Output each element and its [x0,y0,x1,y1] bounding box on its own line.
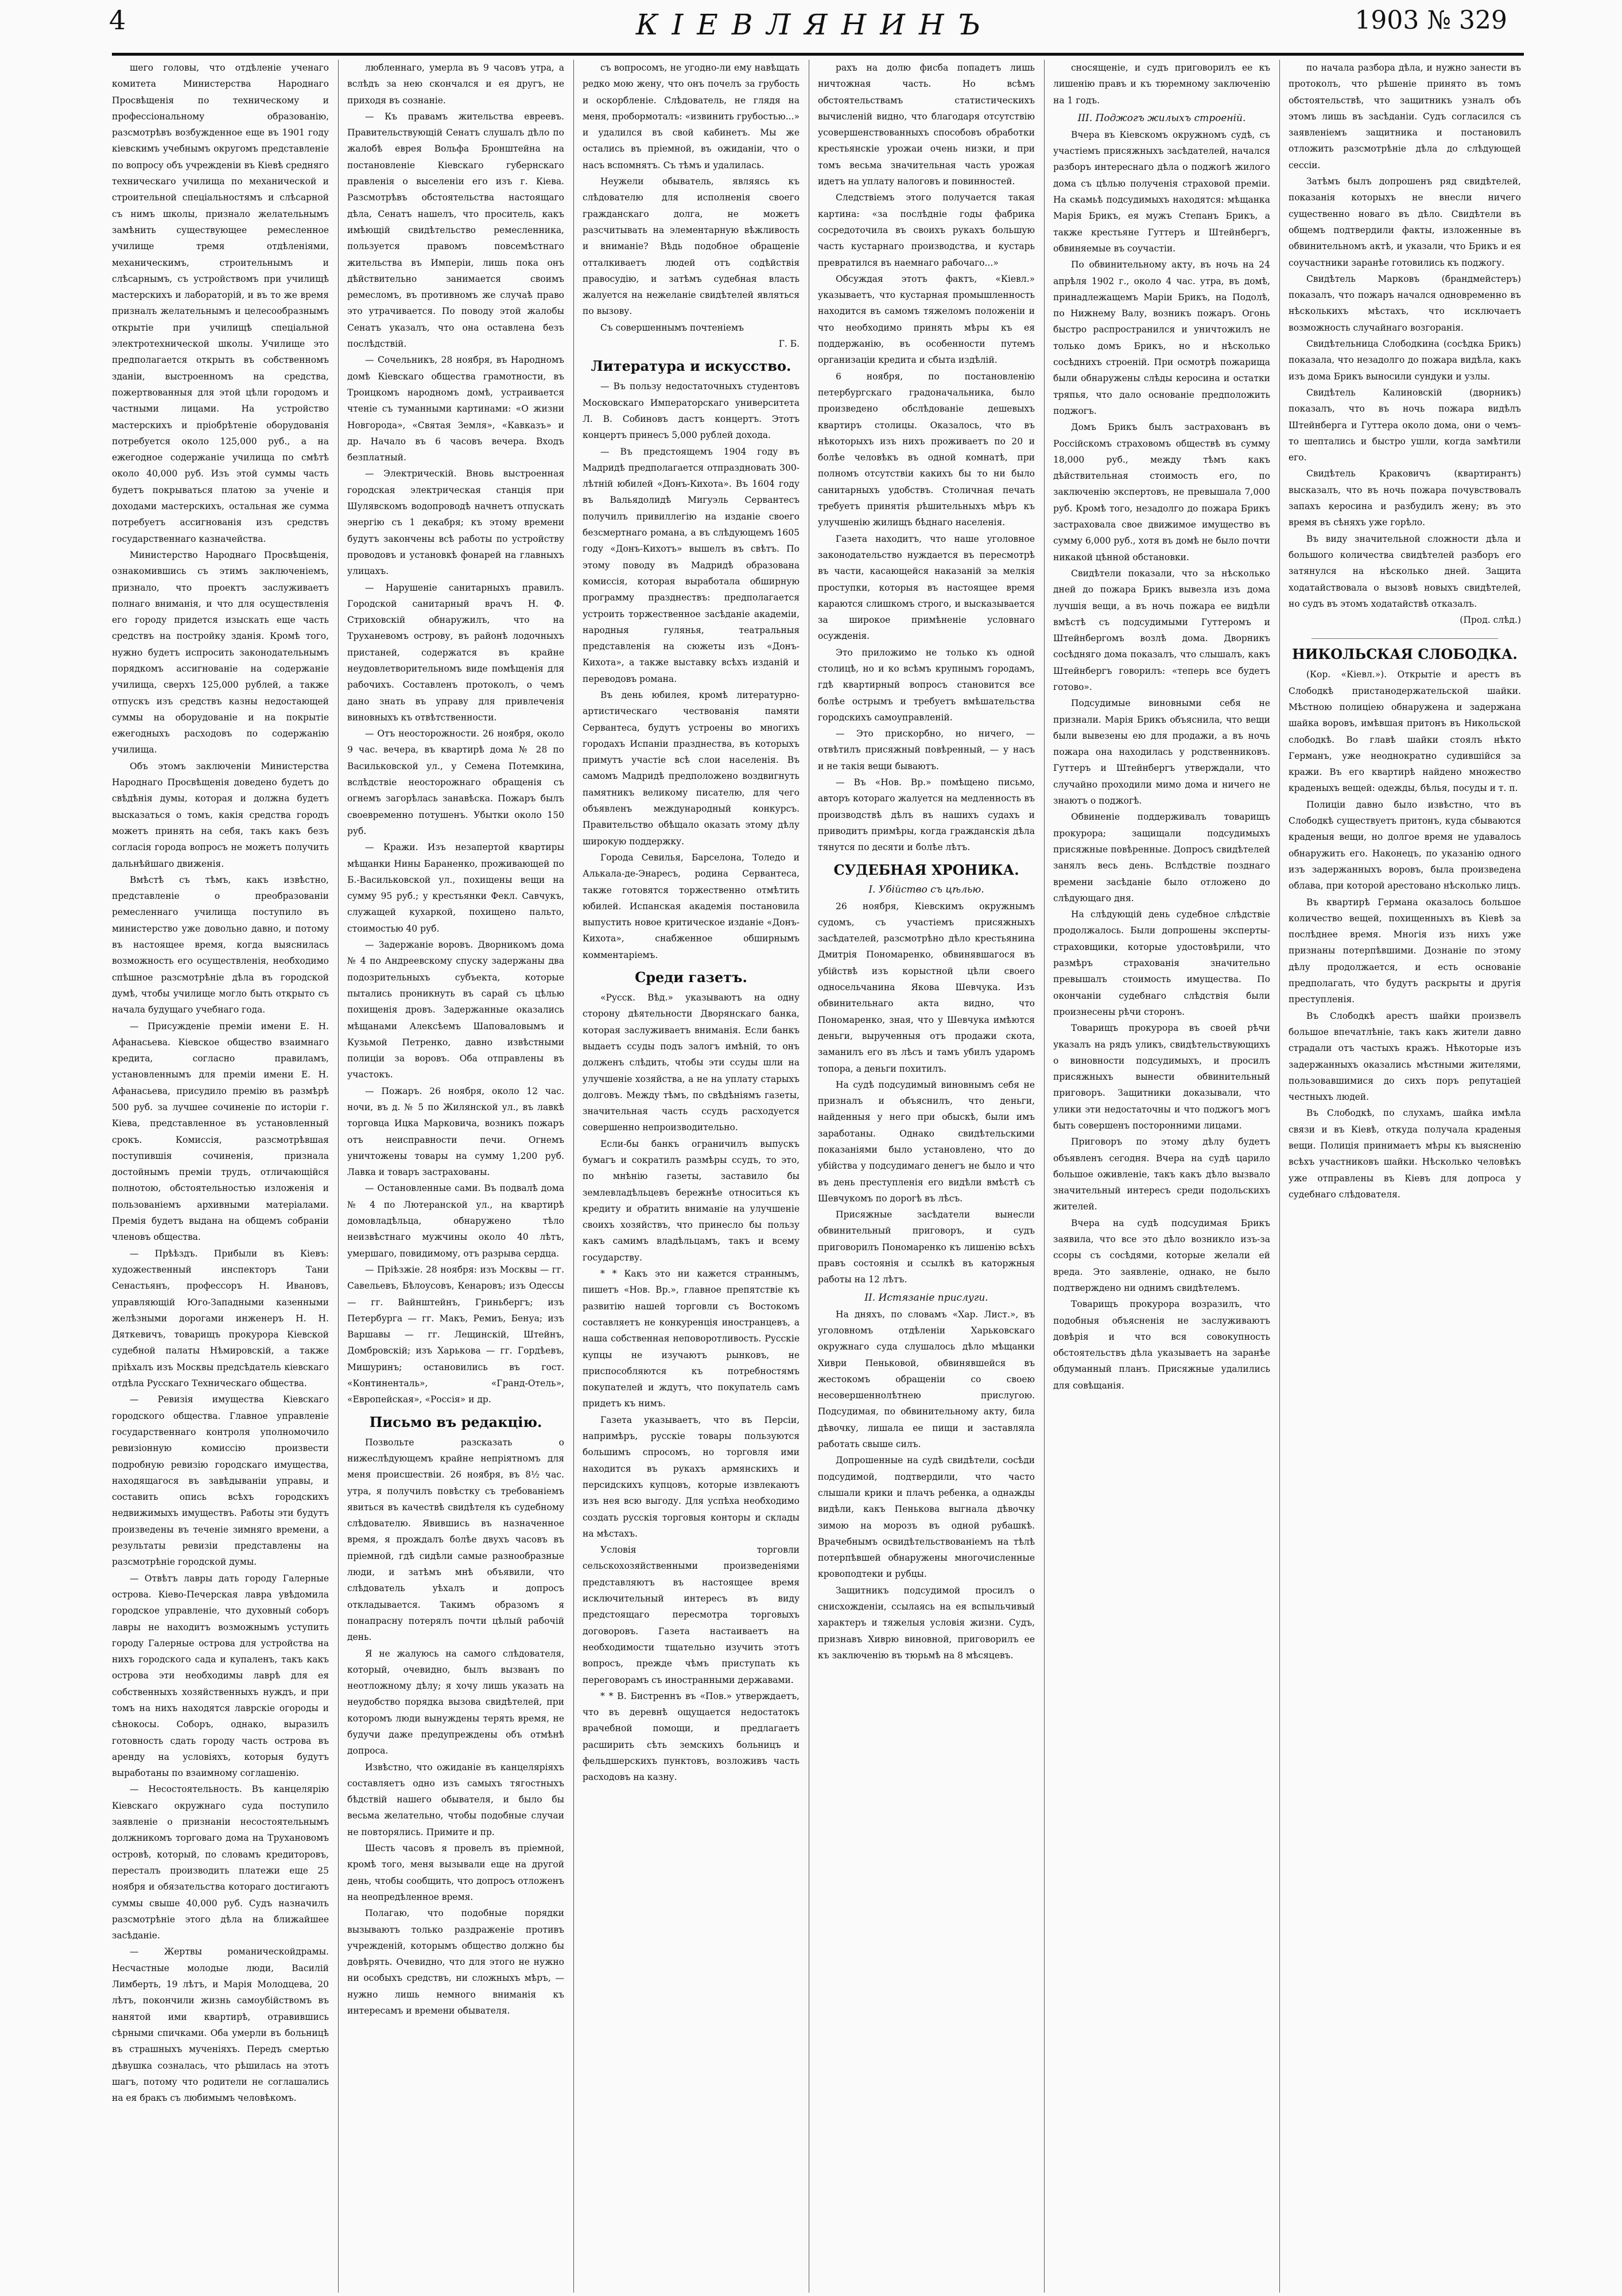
article-paragraph: Следствіемъ этого получается такая картина: «за послѣдніе годы фабрика сосредоточила въ своихъ рукахъ большую часть кустарнаго производства, и кустарь превратился въ наемнаго рабочаго...» [818,192,1035,268]
column-2 [347,60,564,2293]
article-paragraph: На судѣ подсудимый виновнымъ себя не призналъ и объяснилъ, что деньги, найденныя у него при обыскѣ, были имъ заработаны. Однако свидѣтельскими показаніями было установлено, что до убійства у подсудимаго денегъ не было и что въ день преступленія его видѣли вмѣстѣ съ Шевчукомъ по дорогѣ въ лѣсъ. [818,1079,1035,1204]
article-paragraph: Свидѣтельница Слободкина (сосѣдка Брикъ) показала, что незадолго до пожара видѣла, какъ изъ дома Брикъ выносили сундуки и узлы. [1289,339,1521,382]
article-paragraph: Приговоръ по этому дѣлу будетъ объявленъ сегодня. Вчера на судѣ царило большое оживленіе, такъ какъ дѣло вызвало значительный интересъ среди подольскихъ жителей. [1053,1137,1270,1212]
article-paragraph: Газета указываетъ, что въ Персіи, напримѣръ, русскіе товары пользуются большимъ спросомъ, но торговля ими находится въ рукахъ армянскихъ и персидскихъ купцовъ, которые извлекаютъ изъ нея всю выгоду. Для успѣха необходимо создать русскія торговыя конторы и склады на мѣстахъ. [583,1414,800,1539]
signature: Г. Б. [778,339,800,350]
subsection-heading: I. Убійство съ цѣлью. [868,883,984,895]
article-paragraph: — Нарушеніе санитарныхъ правилъ. Городской санитарный врачъ Н. Ф. Стриховскій обнаружилъ, что на Труханевомъ острову, въ районѣ лодочныхъ пристаней, содержатся въ крайне неудовлетворительномъ виде помѣщенія для рабочихъ. Составленъ протоколъ, о чемъ дано знать въ управу для привлеченія виновныхъ къ отвѣтственности. [347,582,564,723]
article-paragraph: — Въ «Нов. Вр.» помѣщено письмо, авторъ котораго жалуется на медленность въ производствѣ дѣлъ въ нашихъ судахъ и приводитъ примѣры, когда гражданскія дѣла тянутся по десяти и болѣе лѣтъ. [818,777,1035,853]
article-paragraph: — Пожаръ. 26 ноября, около 12 час. ночи, въ д. № 5 по Жилянской ул., въ лавкѣ торговца Ицка Марковича, возникъ пожаръ отъ неисправности печи. Огнемъ уничтожены товары на сумму 1,200 руб. Лавка и товаръ застрахованы. [347,1085,564,1178]
article-paragraph: Домъ Брикъ былъ застрахованъ въ Россійскомъ страховомъ обществѣ въ сумму 18,000 руб., между тѣмъ какъ дѣйствительная стоимость его, по заключенію экспертовъ, не превышала 7,000 руб. Кромѣ того, незадолго до пожара Брикъ застраховала свое движимое имущество въ сумму 6,000 руб., хотя въ домѣ не было почти никакой цѣнной обстановки. [1053,422,1270,563]
article-paragraph: Свидѣтели показали, что за нѣсколько дней до пожара Брикъ вывезла изъ дома лучшія вещи, а въ ночь пожара ее видѣли вмѣстѣ съ подсудимыми Гуттеромъ и Штейнбергомъ возлѣ дома. Дворникъ сосѣдняго дома показалъ, что слышалъ, какъ Штейнбергъ говорилъ: «теперь все будетъ готово». [1053,568,1270,692]
article-paragraph: Свидѣтель Калиновскій (дворникъ) показалъ, что въ ночь пожара видѣлъ Штейнберга и Гуттера около дома, они о чемъ-то шептались и быстро ушли, когда замѣтили его. [1289,387,1521,463]
article-paragraph: Съ совершеннымъ почтеніемъ [600,322,744,333]
article-paragraph: Допрошенные на судѣ свидѣтели, сосѣди подсудимой, подтвердили, что часто слышали крики и плачъ ребенка, а однажды видѣли, какъ Пенькова выгнала дѣвочку зимою на морозъ въ одной рубашкѣ. Врачебнымъ освидѣтельствованіемъ на тѣлѣ потерпѣвшей обнаружены многочисленные кровоподтеки и рубцы. [818,1455,1035,1580]
newspaper-title: КІЕВЛЯНИНЪ [635,8,995,41]
article-paragraph: сносященіе, и судъ приговорилъ ее къ лишенію правъ и къ тюремному заключенію на 1 годъ. [1053,63,1270,106]
column-divider [573,60,574,2293]
article-paragraph: рахъ на долю фисба попадетъ лишь ничтожная часть. Но всѣмъ обстоятельствамъ статистическихъ вычисленій видно, что благодаря отсутствію усовершенствованныхъ способовъ обработки крестьянскіе урожаи очень низки, и при томъ весьма значительная часть урожая идетъ на уплату налоговъ и повинностей. [818,63,1035,187]
header-rule [112,53,1524,56]
article-paragraph: 6 ноября, по постановленію петербургскаго градоначальника, было произведено обслѣдованіе дешевыхъ квартиръ столицы. Оказалось, что въ нѣкоторыхъ изъ нихъ проживаетъ по 20 и болѣе человѣкъ въ одной комнатѣ, при полномъ отсутствіи какихъ бы то ни было санитарныхъ удобствъ. Столичная печать требуетъ принятія рѣшительныхъ мѣръ къ улучшенію жилищъ бѣднаго населенія. [818,371,1035,528]
article-paragraph: Свидѣтель Марковъ (брандмейстеръ) показалъ, что пожаръ начался одновременно въ нѣсколькихъ мѣстахъ, что исключаетъ возможность случайнаго возгоранія. [1289,273,1521,333]
article-paragraph: — Электрическій. Вновь выстроенная городская электрическая станція при Шулявскомъ водопроводѣ начнетъ отпускать энергію съ 1 декабря; къ этому времени будутъ закончены всѣ работы по устройству проводовъ и установкѣ фонарей на главныхъ улицахъ. [347,468,564,577]
article-paragraph: Это приложимо не только къ одной столицѣ, но и ко всѣмъ крупнымъ городамъ, гдѣ квартирный вопросъ становится все болѣе острымъ и требуетъ вмѣшательства городскихъ самоуправленій. [818,647,1035,723]
article-paragraph: съ вопросомъ, не угодно-ли ему навѣщать редко мою жену, что онъ почелъ за грубость и оскорбленіе. Слѣдователь, не глядя на меня, пробормоталъ: «извинить грубостью...» и удалился въ свой кабинетъ. Мы же остались въ пріемной, въ ожиданіи, что о насъ вспомнятъ. Съ тѣмъ и удалилась. [583,63,800,170]
column-5 [1053,60,1270,2293]
article-paragraph: Позвольте разсказать о нижеслѣдующемъ крайне непріятномъ для меня происшествіи. 26 ноября, въ 8½ час. утра, я получилъ повѣстку съ требованіемъ явиться въ качествѣ свидѣтеля къ судебному слѣдователю. Явившись въ назначенное время, я прождалъ болѣе двухъ часовъ въ пріемной, гдѣ сидѣли самые разнообразные люди, и затѣмъ мнѣ объявили, что слѣдователь уѣхалъ и допросъ откладывается. Такимъ образомъ я понапрасну потерялъ почти цѣлый рабочій день. [347,1437,564,1643]
article-paragraph: Вчера въ Кіевскомъ окружномъ судѣ, съ участіемъ присяжныхъ засѣдателей, начался разборъ интереснаго дѣла о поджогѣ жилого дома съ цѣлью полученія страховой преміи. На скамьѣ подсудимыхъ находятся: мѣщанка Марія Брикъ, ея мужъ Степанъ Брикъ, а также крестьяне Гуттеръ и Штейнбергъ, обвиняемые въ соучастіи. [1053,129,1270,254]
article-paragraph: — Пріѣзжіе. 28 ноября: изъ Москвы — гг. Савельевъ, Бѣлоусовъ, Кенаровъ; изъ Одессы — гг. Вайнштейнъ, Гриньбергъ; изъ Петербурга — гг. Макъ, Ремиъ, Бенуа; изъ Варшавы — гг. Лещинскій, Штейнъ, Домбровскій; изъ Харькова — гг. Гордѣевъ, Мишуринъ; остановились въ гост. «Континенталь», «Гранд-Отель», «Европейская», «Россія» и др. [347,1264,564,1405]
article-paragraph: * * Какъ это ни кажется страннымъ, пишетъ «Нов. Вр.», главное препятствіе къ развитію нашей торговли съ Востокомъ составляетъ не конкуренція иностранцевъ, а наша собственная неповоротливость. Русскіе купцы не изучаютъ рынковъ, не приспособляются къ потребностямъ покупателей и ждутъ, что покупатель самъ придетъ къ нимъ. [583,1269,800,1409]
article-paragraph: — Отвѣтъ лавры дать городу Галерные острова. Кіево-Печерская лавра увѣдомила городское управленіе, что духовный соборъ лавры не находитъ возможнымъ уступить городу Галерные острова для устройства на нихъ городского сада и купаленъ, такъ какъ острова эти необходимы лаврѣ для ея собственныхъ хозяйственныхъ нуждъ, и при томъ на нихъ находятся лаврскіе огороды и сѣнокосы. Соборъ, однако, выразилъ готовность сдать городу часть острова въ аренду на условіяхъ, которыя будутъ выработаны по взаимному соглашенію. [112,1573,329,1779]
page-header [0,0,1622,55]
column-6 [1289,60,1521,2293]
article-paragraph: — Присужденіе преміи имени Е. Н. Афанасьева. Кіевское общество взаимнаго кредита, согласно правиламъ, установленнымъ для преміи имени Е. Н. Афанасьева, присудило премію въ размѣрѣ 500 руб. за лучшее сочиненіе по исторіи г. Кіева, представленное въ установленный срокъ. Комиссія, разсмотрѣвшая поступившія сочиненія, признала достойнымъ преміи трудъ, отличающійся полнотою, обстоятельностью изложенія и пользованіемъ архивными матеріалами. Премія будетъ выдана на общемъ собраніи членовъ общества. [112,1021,329,1243]
article-paragraph: Министерство Народнаго Просвѣщенія, ознакомившись съ этимъ заключеніемъ, признало, что проектъ заслуживаетъ полнаго вниманія, и что для осуществленія его городу придется изыскать еще часть средствъ на постройку зданія. Кромѣ того, нужно будетъ испросить законодательнымъ порядкомъ ассигнованіе на содержаніе училища, сверхъ 125,000 рублей, а также отпускъ изъ средствъ казны недостающей суммы на оборудованіе и на покрытіе ежегодныхъ расходовъ по содержанію училища. [112,549,329,755]
article-paragraph: На дняхъ, по словамъ «Хар. Лист.», въ уголовномъ отдѣленіи Харьковскаго окружнаго суда слушалось дѣло мѣщанки Хиври Пеньковой, обвинявшейся въ жестокомъ обращеніи со своею несовершеннолѣтнею прислугою. Подсудимая, по обвинительному акту, била дѣвочку, лишала ее пищи и заставляла работать свыше силъ. [818,1309,1035,1450]
article-paragraph: Въ виду значительной сложности дѣла и большого количества свидѣтелей разборъ его затянулся на нѣсколько дней. Защита ходатайствовала о вызовѣ новыхъ свидѣтелей, но судъ въ этомъ ходатайствѣ отказалъ. [1289,533,1521,609]
article-paragraph: Я не жалуюсь на самого слѣдователя, который, очевидно, былъ вызванъ по неотложному дѣлу; я хочу лишь указать на неудобство порядка вызова свидѣтелей, при которомъ люди вынуждены терять время, не будучи даже предупреждены объ отмѣнѣ допроса. [347,1648,564,1756]
section-heading: СУДЕБНАЯ ХРОНИКА. [833,861,1019,878]
article-paragraph: Условія торговли сельскохозяйственными произведеніями представляютъ въ настоящее время исключительный интересъ въ виду предстоящаго пересмотра торговыхъ договоровъ. Газета настаиваетъ на необходимости тщательно изучить этотъ вопросъ, прежде чѣмъ приступать къ переговорамъ съ иностранными державами. [583,1545,800,1685]
section-heading: НИКОЛЬСКАЯ СЛОБОДКА. [1292,646,1518,663]
article-paragraph: — Въ предстоящемъ 1904 году въ Мадридѣ предполагается отпраздновать 300-лѣтній юбилей «Донъ-Кихота». Въ 1604 году въ Вальядолидѣ Мигуэль Сервантесъ получилъ привиллегію на изданіе своего безсмертнаго романа, а въ слѣдующемъ 1605 году «Донъ-Кихотъ» вышелъ въ свѣтъ. По этому поводу въ Мадридѣ образована комиссія, которая выработала обширную программу празднествъ: предполагается устроить торжественное засѣданіе академіи, народныя гулянья, театральныя представленія на сюжеты изъ «Донъ-Кихота», а также выставку всѣхъ изданій и переводовъ романа. [583,446,800,684]
article-paragraph: Шесть часовъ я провелъ въ пріемной, кромѣ того, меня вызывали еще на другой день, чтобы сообщить, что допросъ отложенъ на неопредѣленное время. [347,1843,564,1902]
article-paragraph: Вчера на судѣ подсудимая Брикъ заявила, что все это дѣло возникло изъ-за ссоры съ сосѣдями, которые желали ей вреда. Это заявленіе, однако, не было подтверждено ни однимъ свидѣтелемъ. [1053,1217,1270,1293]
article-paragraph: Товарищъ прокурора въ своей рѣчи указалъ на рядъ уликъ, свидѣтельствующихъ о виновности подсудимыхъ, и просилъ присяжныхъ вынести обвинительный приговоръ. Защитники доказывали, что улики эти недостаточны и что поджогъ могъ быть совершенъ посторонними лицами. [1053,1023,1270,1131]
article-paragraph: Полиціи давно было извѣстно, что въ Слободкѣ существуетъ притонъ, куда сбываются краденыя вещи, но долгое время не удавалось обнаружить его. Наконецъ, по указанію одного изъ задержанныхъ воровъ, была произведена облава, при которой арестовано нѣсколько лицъ. [1289,799,1521,891]
column-3 [583,60,800,2293]
article-paragraph: Подсудимые виновными себя не признали. Марія Брикъ объяснила, что вещи были вывезены ею для продажи, а въ ночь пожара она находилась у родственниковъ. Гуттеръ и Штейнбергъ утверждали, что случайно проходили мимо дома и ничего не знаютъ о поджогѣ. [1053,698,1270,806]
article-paragraph: Обсуждая этотъ фактъ, «Кіевл.» указываетъ, что кустарная промышленность находится въ самомъ тяжеломъ положеніи и что необходимо принять мѣры къ ея поддержанію, въ особенности путемъ организаціи кредита и сбыта издѣлій. [818,273,1035,366]
article-paragraph: — Сочельникъ, 28 ноября, въ Народномъ домѣ Кіевскаго общества грамотности, въ Троицкомъ народномъ домѣ, устраивается чтеніе съ туманными картинами: «О жизни Новгорода», «Святая Земля», «Кавказъ» и др. Начало въ 6 часовъ вечера. Входъ безплатный. [347,355,564,463]
article-paragraph: Обвиненіе поддерживалъ товарищъ прокурора; защищали подсудимыхъ присяжные повѣренные. Допросъ свидѣтелей занялъ весь день. Вслѣдствіе позднаго времени засѣданіе было отложено до слѣдующаго дня. [1053,812,1270,903]
article-paragraph: Затѣмъ былъ допрошенъ ряд свидѣтелей, показанія которыхъ не внесли ничего существенно новаго въ дѣло. Свидѣтели въ общемъ подтвердили факты, изложенные въ обвинительномъ актѣ, и указали, что Брикъ и ея соучастники заранѣе готовились къ поджогу. [1289,176,1521,268]
article-paragraph: — Отъ неосторожности. 26 ноября, около 9 час. вечера, въ квартирѣ дома № 28 по Васильковской ул., у Семена Потемкина, вслѣдствіе неосторожнаго обращенія съ огнемъ загорѣлась занавѣска. Пожаръ былъ своевременно потушенъ. Убытки около 150 руб. [347,728,564,836]
article-paragraph: Вмѣстѣ съ тѣмъ, какъ извѣстно, представленіе о преобразованіи ремесленнаго училища поступило въ министерство уже довольно давно, и потому въ настоящее время, когда выяснилась возможность его осуществленія, необходимо спѣшное разсмотрѣніе дѣла въ городской думѣ, чтобы училище могло быть открыто съ начала будущаго учебнаго года. [112,874,329,1015]
issue-number: 1903 № 329 [1355,6,1507,35]
article-paragraph: На слѣдующій день судебное слѣдствіе продолжалось. Были допрошены эксперты-страховщики, которые удостовѣрили, что размѣръ страхованія значительно превышалъ стоимость имущества. По окончаніи судебнаго слѣдствія были произнесены рѣчи сторонъ. [1053,909,1270,1017]
article-paragraph: Присяжные засѣдатели вынесли обвинительный приговоръ, и судъ приговорилъ Пономаренко къ лишенію всѣхъ правъ состоянія и ссылкѣ въ каторжныя работы на 12 лѣтъ. [818,1209,1035,1285]
subsection-heading: II. Истязаніе прислуги. [864,1292,988,1304]
article-paragraph: — Несостоятельность. Въ канцелярію Кіевскаго окружнаго суда поступило заявленіе о признаніи несостоятельнымъ должникомъ торговаго дома на Трухановомъ островѣ, который, по словамъ кредиторовъ, пересталъ производить платежи еще 25 ноября и обязательства котораго достигаютъ суммы свыше 40,000 руб. Судъ назначилъ разсмотрѣніе этого дѣла на ближайшее засѣданіе. [112,1784,329,1941]
article-paragraph: По обвинительному акту, въ ночь на 24 апрѣля 1902 г., около 4 час. утра, въ домѣ, принадлежащемъ Маріи Брикъ, на Подолѣ, по Нижнему Валу, возникъ пожаръ. Огонь быстро распространился и уничтожилъ не только домъ Брикъ, но и нѣсколько сосѣднихъ строеній. При осмотрѣ пожарища были обнаружены слѣды керосина и остатки тряпья, что дало основаніе предположить поджогъ. [1053,259,1270,416]
column-4 [818,60,1035,2293]
article-paragraph: — Кражи. Изъ незапертой квартиры мѣщанки Нины Бараненко, проживающей по Б.-Васильковской ул., похищены вещи на сумму 95 руб.; у крестьянки Фекл. Савчукъ, служащей кухаркой, похищено пальто, стоимостью 40 руб. [347,842,564,934]
section-heading: Среди газетъ. [635,969,747,986]
article-paragraph: — Ревизія имущества Кіевскаго городского общества. Главное управленіе государственнаго контроля уполномочило ревизіонную комиссію произвести подробную ревизію городскаго имущества, находящагося въ завѣдываніи управы, и составить опись всѣхъ городскихъ недвижимыхъ имуществъ. Работы эти будутъ произведены въ теченіе зимняго времени, а результаты ревизіи представлены на разсмотрѣніе городской думы. [112,1394,329,1568]
article-paragraph: любленнаго, умерла въ 9 часовъ утра, а вслѣдъ за нею скончался и ея другъ, не приходя въ сознаніе. [347,63,564,106]
subsection-heading: III. Поджогъ жилыхъ строеній. [1077,112,1246,124]
article-paragraph: 26 ноября, Кіевскимъ окружнымъ судомъ, съ участіемъ присяжныхъ засѣдателей, разсмотрѣно дѣло крестьянина Дмитрія Пономаренко, обвинявшагося въ убійствѣ изъ корыстной цѣли своего односельчанина Якова Шевчука. Изъ обвинительнаго акта видно, что Пономаренко, зная, что у Шевчука имѣются деньги, вырученныя отъ продажи скота, заманилъ его въ лѣсъ и тамъ убилъ ударомъ топора, а деньги похитилъ. [818,901,1035,1074]
article-paragraph: Защитникъ подсудимой просилъ о снисхожденіи, ссылаясь на ея вспыльчивый характеръ и тяжелыя условія жизни. Судъ, признавъ Хиврю виновной, приговорилъ ее къ заключенію въ тюрьмѣ на 8 мѣсяцевъ. [818,1585,1035,1661]
article-paragraph: Газета находитъ, что наше уголовное законодательство нуждается въ пересмотрѣ въ части, касающейся наказаній за мелкія проступки, которыя въ настоящее время караются слишкомъ строго, и высказывается за широкое примѣненіе условнаго осужденія. [818,533,1035,642]
page-number: 4 [109,5,126,36]
column-divider [1044,60,1045,2293]
article-paragraph: — Въ пользу недостаточныхъ студентовъ Московскаго Императорскаго университета Л. В. Собиновъ дастъ концертъ. Этотъ концертъ принесъ 5,000 рублей дохода. [583,381,800,441]
column-divider [1279,60,1280,2293]
article-paragraph: Товарищъ прокурора возразилъ, что подобныя объясненія не заслуживаютъ довѣрія и что вся совокупность обстоятельствъ дѣла указываетъ на заранѣе обдуманный планъ. Присяжные удалились для совѣщанія. [1053,1299,1270,1391]
article-paragraph: Объ этомъ заключеніи Министерства Народнаго Просвѣщенія доведено будетъ до свѣдѣнія думы, которая и должна будетъ высказаться о томъ, какія средства городъ можетъ принять на себя, такъ какъ безъ согласія города вопросъ не можетъ получить дальнѣйшаго движенія. [112,761,329,869]
section-separator [1311,631,1498,639]
signature: (Прод. слѣд.) [1460,615,1521,626]
article-paragraph: — Задержаніе воровъ. Дворникомъ дома № 4 по Андреевскому спуску задержаны два подозрительныхъ субъекта, которые пытались проникнуть въ сарай съ цѣлью похищенія дровъ. Задержанные оказались мѣщанами Алексѣемъ Шаповаловымъ и Кузьмой Петренко, давно извѣстными полиціи за воровъ. Оба отправлены въ участокъ. [347,940,564,1080]
article-paragraph: Извѣстно, что ожиданіе въ канцеляріяхъ составляетъ одно изъ самыхъ тягостныхъ бѣдствій нашего обывателя, и было бы весьма желательно, чтобы подобные случаи не повторялись. Примите и пр. [347,1762,564,1837]
article-paragraph: (Кор. «Кіевл.»). Открытіе и арестъ въ Слободкѣ пристанодержательской шайки. Мѣстною полиціею обнаружена и задержана шайка воровъ, имѣвшая притонъ въ Никольской слободкѣ. Во главѣ шайки стоялъ нѣкто Германъ, уже неоднократно судившійся за кражи. Въ его квартирѣ найдено множество краденыхъ вещей: одежды, бѣлья, посуды и т. п. [1289,669,1521,794]
article-paragraph: Въ Слободкѣ арестъ шайки произвелъ большое впечатлѣніе, такъ какъ жители давно страдали отъ частыхъ кражъ. Нѣкоторые изъ задержанныхъ оказались мѣстными жителями, пользовавшимися до сихъ поръ репутаціей честныхъ людей. [1289,1010,1521,1103]
article-paragraph: по начала разбора дѣла, и нужно занести въ протоколъ, что рѣшеніе принято въ томъ обстоятельствѣ, что защитникъ узналъ объ этомъ лишь въ засѣданіи. Судъ согласился съ заявленіемъ защитника и постановилъ отложить разсмотрѣніе дѣла до слѣдующей сессіи. [1289,63,1521,170]
article-paragraph: Города Севилья, Барселона, Толедо и Алькала-де-Энаресъ, родина Сервантеса, также готовятся торжественно отмѣтить юбилей. Испанская академія постановила выпустить новое критическое изданіе «Донъ-Кихота», снабженное обширнымъ комментаріемъ. [583,852,800,960]
article-paragraph: — Остановленные сами. Въ подвалѣ дома № 4 по Лютеранской ул., на квартирѣ домовладѣльца, обнаружено тѣло неизвѣстнаго мужчины около 40 лѣтъ, умершаго, повидимому, отъ разрыва сердца. [347,1183,564,1259]
article-paragraph: Въ квартирѣ Германа оказалось большое количество вещей, похищенныхъ въ Кіевѣ за послѣднее время. Многія изъ нихъ уже признаны потерпѣвшими. Дознаніе по этому дѣлу продолжается, и есть основаніе предполагать, что будутъ раскрыты и другія преступленія. [1289,897,1521,1005]
article-paragraph: Неужели обыватель, являясь къ слѣдователю для исполненія своего гражданскаго долга, не можетъ разсчитывать на элементарную вѣжливость и вниманіе? Вѣдь подобное обращеніе отталкиваетъ людей отъ содѣйствія правосудію, и затѣмъ судебная власть жалуется на нежеланіе свидѣтелей являться по вызову. [583,176,800,317]
article-paragraph: * * В. Бистреннъ въ «Пов.» утверждаетъ, что въ деревнѣ ощущается недостатокъ врачебной помощи, и предлагаетъ расширить сѣть земскихъ больницъ и фельдшерскихъ пунктовъ, возложивъ часть расходовъ на казну. [583,1690,800,1783]
article-paragraph: шего головы, что отдѣленіе ученаго комитета Министерства Народнаго Просвѣщенія по техническому и профессіональному образованію, разсмотрѣвъ возбужденное еще въ 1901 году кіевскимъ учебнымъ округомъ представленіе по вопросу объ учрежденіи въ Кіевѣ средняго техническаго училища по механической и строительной спеціальностямъ и слѣсарной съ нимъ школы, признало желательнымъ замѣнить существующее ремесленное училище тремя отдѣленіями, механическимъ, строительнымъ и слѣсарнымъ, съ устройствомъ при училищѣ мастерскихъ и лабораторій, и въ то же время призналъ желательнымъ и целесообразнымъ открытіе при училищѣ спеціальной электротехнической школы. Училище это предполагается открыть въ собственномъ зданіи, выстроенномъ на средства, пожертвованныя для этой цѣли городомъ и частными лицами. На устройство мастерскихъ и пріобрѣтеніе оборудованія потребуется около 125,000 руб., а на ежегодное содержаніе училища по смѣтѣ около 40,000 руб. Изъ этой суммы часть будетъ покрываться платою за ученіе и доходами мастерскихъ, остальная же сумма потребуетъ ассигнованія изъ средствъ государственнаго казначейства. [112,63,329,544]
section-heading: Письмо въ редакцію. [369,1413,542,1430]
article-paragraph: — Это прискорбно, но ничего, — отвѣтилъ присяжный повѣренный, — у насъ и не такія вещи бываютъ. [818,728,1035,771]
article-paragraph: Въ Слободкѣ, по слухамъ, шайка имѣла связи и въ Кіевѣ, откуда получала краденыя вещи. Полиція принимаетъ мѣры къ выясненію всѣхъ участниковъ шайки. Нѣсколько человѣкъ уже отправлены въ Кіевъ для допроса у судебнаго слѣдователя. [1289,1108,1521,1200]
article-paragraph: «Русск. Вѣд.» указываютъ на одну сторону дѣятельности Дворянскаго банка, которая заслуживаетъ вниманія. Если банкъ выдаетъ ссуды подъ залогъ имѣній, то онъ долженъ слѣдить, чтобы эти ссуды шли на улучшеніе хозяйства, а не на уплату старыхъ долговъ. Между тѣмъ, по свѣдѣніямъ газеты, значительная часть ссудъ расходуется совершенно непроизводительно. [583,992,800,1133]
article-paragraph: Въ день юбилея, кромѣ литературно-артистическаго чествованія памяти Сервантеса, будутъ устроены во многихъ городахъ Испаніи празднества, въ которыхъ примутъ участіе всѣ слои населенія. Въ самомъ Мадридѣ предположено воздвигнуть памятникъ великому писателю, для чего объявленъ международный конкурсъ. Правительство обѣщало оказать этому дѣлу широкую поддержку. [583,689,800,847]
article-paragraph: Свидѣтель Краковичъ (квартирантъ) высказалъ, что въ ночь пожара почувствовалъ запахъ керосина и разбудилъ жену; въ это время въ сѣняхъ уже горѣло. [1289,468,1521,528]
article-paragraph: — Къ правамъ жительства евреевъ. Правительствующій Сенатъ слушалъ дѣло по жалобѣ еврея Вольфа Бронштейна на постановленіе Кіевскаго губернскаго правленія о выселеніи его изъ г. Кіева. Разсмотрѣвъ обстоятельства настоящаго дѣла, Сенатъ нашелъ, что проситель, какъ имѣющій свидѣтельство ремесленника, пользуется правомъ повсемѣстнаго жительства въ Имперіи, лишь пока онъ дѣйствительно занимается своимъ ремесломъ, въ противномъ же случаѣ право это утрачивается. По поводу этой жалобы Сенатъ указалъ, что она оставлена безъ послѣдствій. [347,111,564,350]
column-divider [338,60,339,2293]
column-1 [112,60,329,2293]
article-paragraph: Если-бы банкъ ограничилъ выпускъ бумагъ и сократилъ размѣры ссудъ, то это, по мнѣнію газеты, заставило бы землевладѣльцевъ бережнѣе относиться къ кредиту и обратить вниманіе на улучшеніе своихъ хозяйствъ, что принесло бы пользу какъ самимъ владѣльцамъ, такъ и всему государству. [583,1138,800,1263]
section-heading: Литература и искусство. [591,358,791,375]
article-paragraph: — Прѣѣздъ. Прибыли въ Кіевъ: художественный инспекторъ Тани Сенастьянъ, профессоръ Н. Ивановъ, управляющій Юго-Западными казенными желѣзными дорогами инженеръ Н. Н. Дяткевичъ, товарищъ прокурора Кіевской судебной палаты Нѣмировскій, а также пріѣхалъ изъ Москвы предсѣдатель кіевскаго отдѣла Русскаго Техническаго общества. [112,1248,329,1389]
article-paragraph: — Жертвы романическойдрамы. Несчастные молодые люди, Василій Лимберть, 19 лѣтъ, и Марія Молодцева, 20 лѣтъ, покончили жизнь самоубійствомъ въ нанятой ими квартирѣ, отравившись сѣрными спичками. Оба умерли въ больницѣ въ страшныхъ мученіяхъ. Передъ смертью дѣвушка созналась, что рѣшилась на этотъ шагъ, потому что родители не соглашались на ея бракъ съ любимымъ человѣкомъ. [112,1946,329,2104]
article-paragraph: Полагаю, что подобные порядки вызываютъ только раздраженіе противъ учрежденій, которымъ общество должно бы довѣрять. Очевидно, что для этого не нужно ни особыхъ средствъ, ни сложныхъ мѣръ, — нужно лишь немного вниманія къ интересамъ и времени обывателя. [347,1908,564,2016]
